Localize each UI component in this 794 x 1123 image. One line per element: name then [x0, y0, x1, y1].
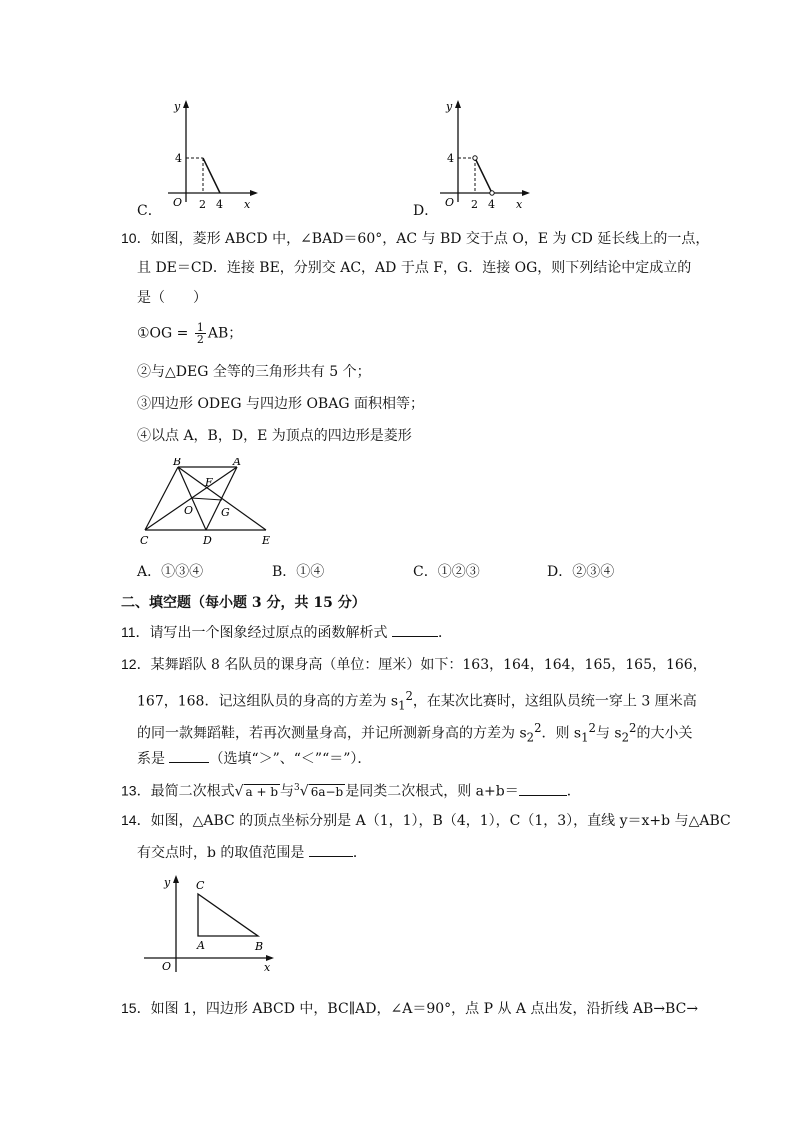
q12-line4: 系是 （选填“＞”、“＜”“＝”）．	[137, 748, 371, 769]
graph-c-tick-2: 2	[199, 198, 206, 211]
q15-line1: 15．如图 1，四边形 ABCD 中，BC∥AD，∠A＝90°，点 P 从 A 点出发，沿折线 AB→BC→	[121, 1000, 699, 1017]
q10-option-b[interactable]: B．①④	[272, 564, 325, 580]
triangle-figure-a: A	[197, 939, 205, 952]
q13-line: 13．最简二次根式√ a + b 与$^3$√ 6a−b 是同类二次根式，则 a+b＝ ．	[121, 782, 581, 800]
q14-line1: 14．如图，△ABC 的顶点坐标分别是 A（1，1），B（4，1），C（1，3），直线 y＝x+b 与△ABC	[121, 812, 731, 829]
sqrt-symbol-2: √	[299, 783, 309, 800]
graph-d	[432, 98, 542, 218]
graph-c-tick-4x: 4	[216, 198, 223, 211]
q11-answer-blank[interactable]	[392, 622, 438, 637]
fraction-one-half: $\frac{1}{2}$	[196, 321, 204, 346]
triangle-figure	[140, 872, 280, 982]
graph-d-y-label: y	[446, 100, 453, 113]
graph-c-y-label: y	[174, 100, 181, 113]
graph-c-x-label: x	[244, 198, 251, 211]
q10-statement-4: ④以点 A，B，D，E 为顶点的四边形是菱形	[137, 428, 412, 444]
q10-option-d[interactable]: D．②③④	[547, 564, 615, 580]
triangle-figure-origin: O	[162, 960, 172, 973]
figure-label-f: F	[205, 476, 213, 489]
figure-label-b: B	[173, 458, 182, 468]
graph-c-label: C．	[137, 203, 162, 219]
q12-line1: 12．某舞蹈队 8 名队员的课身高（单位：厘米）如下：163，164，164，165，165，166，	[121, 656, 707, 673]
q12-answer-blank[interactable]	[169, 748, 209, 763]
figure-label-c: C	[140, 534, 149, 547]
figure-label-e: E	[262, 534, 271, 547]
graph-d-tick-2: 2	[471, 198, 478, 211]
graph-c	[160, 98, 270, 218]
figure-label-d: D	[203, 534, 212, 547]
graph-d-label: D．	[413, 203, 439, 219]
graph-c-origin: O	[173, 196, 183, 209]
graph-d-tick-4x: 4	[488, 198, 495, 211]
triangle-figure-c: C	[196, 879, 205, 892]
q10-line3: 是（ ）	[137, 290, 207, 306]
q10-line2: 且 DE＝CD．连接 BE，分别交 AC，AD 于点 F，G．连接 OG，则下列结论中定成立的	[137, 260, 692, 276]
sqrt-symbol-1: √	[234, 783, 244, 800]
q14-line2: 有交点时，b 的取值范围是 ．	[137, 842, 367, 863]
graph-d-tick-4: 4	[447, 152, 454, 165]
q12-line2: 167，168．记这组队员的身高的方差为 $s_1^2$，在某次比赛时，这组队员统一穿上 3 厘米高	[137, 689, 697, 713]
triangle-figure-b: B	[255, 940, 264, 953]
q13-answer-blank[interactable]	[519, 781, 567, 796]
q11-line: 11．请写出一个图象经过原点的函数解析式 ．	[121, 624, 452, 641]
figure-label-g: G	[221, 506, 230, 519]
q10-statement-2: ②与△DEG 全等的三角形共有 5 个；	[137, 364, 371, 380]
triangle-figure-y-label: y	[164, 876, 171, 889]
graph-d-origin: O	[445, 196, 455, 209]
graph-c-tick-4: 4	[175, 152, 182, 165]
figure-label-a: A	[233, 458, 241, 468]
q10-statement-3: ③四边形 ODEG 与四边形 OBAG 面积相等；	[137, 396, 424, 412]
q14-answer-blank[interactable]	[309, 842, 353, 857]
triangle-figure-x-label: x	[264, 961, 271, 974]
q10-option-c[interactable]: C．①②③	[413, 564, 480, 580]
q10-line1: 10．如图，菱形 ABCD 中，∠BAD＝60°，AC 与 BD 交于点 O，E 为 CD 延长线上的一点，	[121, 230, 710, 247]
rhombus-figure	[138, 458, 278, 548]
q10-option-a[interactable]: A．①③④	[137, 564, 204, 580]
graph-d-x-label: x	[516, 198, 523, 211]
q10-statement-1: ①OG = $\frac{1}{2}$ AB；	[137, 321, 243, 346]
section-title: 二、填空题（每小题 3 分，共 15 分）	[121, 595, 366, 611]
q12-line3: 的同一款舞蹈鞋，若再次测量身高，并记所测新身高的方差为 $s_2^2$．则 $s_1^2$与 $s_2^2$的大小关	[137, 721, 693, 745]
figure-label-o: O	[184, 504, 194, 517]
